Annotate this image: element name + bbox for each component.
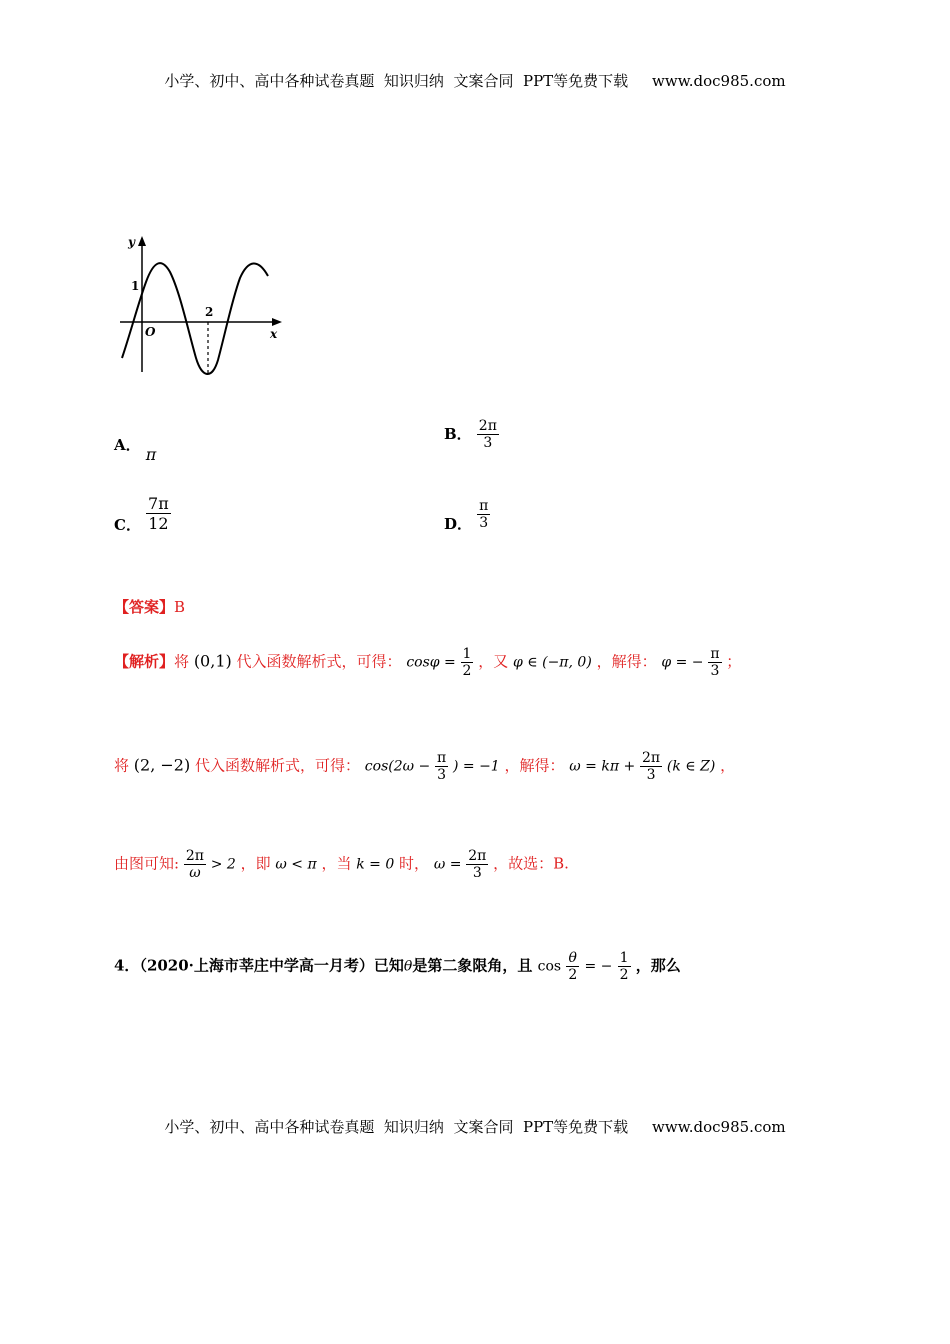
point-2-neg2: (2, −2): [133, 755, 191, 775]
analysis-line-3: [114, 848, 569, 881]
q4-rhs-num: 1: [619, 950, 629, 966]
cos-phi-fraction: [461, 646, 474, 679]
omega-res-den: 3: [466, 864, 488, 881]
analysis-3-text-d: 时，: [399, 854, 430, 873]
question-4-theta: θ: [403, 958, 413, 975]
option-d-label: D．: [444, 515, 473, 533]
analysis-line-2: [114, 750, 735, 783]
omega-sol-lhs: ω = kπ +: [569, 758, 636, 775]
q4-rhs-den: 2: [619, 967, 629, 983]
analysis-3-text-a: 由图可知:: [114, 854, 180, 873]
omega-sol-den: 3: [640, 766, 662, 783]
analysis-2-text-b: 代入函数解析式，可得：: [195, 756, 361, 775]
question-4: [114, 950, 681, 983]
analysis-2-text-d: ，: [720, 756, 736, 775]
x-tick-label: 2: [205, 305, 214, 319]
option-c[interactable]: [114, 494, 171, 533]
x-axis-label: x: [270, 327, 278, 341]
y-tick-label: 1: [131, 279, 140, 293]
sine-graph: [110, 230, 290, 380]
phi-solution-fraction: [708, 646, 721, 679]
option-b-label: B．: [444, 425, 472, 443]
phi-range: φ ∈ (−π, 0): [513, 654, 592, 671]
question-4-text3: ，那么: [635, 956, 681, 975]
option-b-numerator: 2π: [478, 418, 497, 434]
analysis-1-text-b: 代入函数解析式，可得：: [236, 652, 402, 671]
answer-line: [114, 596, 185, 617]
cos-eq-num: π: [437, 750, 447, 766]
q4-half-den: 2: [568, 967, 578, 983]
analysis-1-text-a: 将: [174, 652, 190, 671]
option-a-value: π: [145, 445, 157, 464]
cos-eq-fraction: [435, 750, 448, 783]
omega-result-fraction: [466, 848, 488, 881]
omega-sol-num: 2π: [642, 750, 661, 766]
answer-tag: 【答案】: [114, 598, 175, 616]
question-4-number: 4．: [114, 956, 140, 975]
x-axis-arrow: [272, 318, 282, 326]
answer-value: B: [174, 598, 186, 616]
phi-sol-den: 3: [708, 662, 721, 679]
option-c-fraction: [146, 494, 171, 533]
question-4-half-theta: [566, 950, 579, 983]
origin-label: O: [145, 325, 156, 339]
question-4-source: （2020·上海市莘庄中学高一月考）已知: [139, 956, 404, 975]
ineq-fraction: [184, 848, 206, 881]
cos-eq-den: 3: [435, 766, 448, 783]
k-cond: k = 0: [356, 856, 395, 873]
page-header: 小学、初中、高中各种试卷真题 知识归纳 文案合同 PPT等免费下载 www.doc985.com: [164, 72, 786, 90]
option-a-label: A．: [114, 436, 141, 454]
analysis-2-text-a: 将: [114, 756, 130, 775]
sine-curve: [122, 263, 268, 374]
cos-phi-eq: cosφ =: [406, 654, 456, 671]
option-b-fraction: [477, 418, 499, 451]
omega-sol-fraction: [640, 750, 662, 783]
omega-res-num: 2π: [468, 848, 487, 864]
omega-sol-rhs: (k ∈ Z): [666, 758, 716, 775]
y-axis-label: y: [128, 235, 135, 249]
question-4-rhs: [618, 950, 631, 983]
option-d-fraction: [477, 498, 490, 531]
question-4-text2: 是第二象限角，且: [412, 956, 533, 975]
ineq-num: 2π: [185, 848, 204, 864]
option-d-denominator: 3: [477, 514, 490, 531]
analysis-1-text-d: ，解得：: [596, 652, 657, 671]
y-axis-arrow: [138, 236, 146, 246]
omega-cond: ω < π: [275, 856, 317, 873]
cos-phi-num: 1: [462, 646, 472, 662]
ineq-rhs: > 2: [210, 856, 236, 873]
point-0-1: (0,1): [193, 651, 232, 671]
analysis-1-text-c: ，又: [478, 652, 509, 671]
option-d[interactable]: [444, 498, 490, 531]
analysis-tag: 【解析】: [114, 652, 175, 671]
question-4-cos: cos: [537, 958, 562, 975]
omega-result-lhs: ω =: [433, 856, 462, 873]
option-b[interactable]: [444, 418, 499, 451]
option-c-numerator: 7π: [148, 494, 169, 513]
option-c-label: C．: [114, 516, 141, 534]
option-c-denominator: 12: [146, 513, 171, 533]
phi-solution-lhs: φ = −: [661, 654, 704, 671]
analysis-2-text-c: ，解得：: [504, 756, 565, 775]
analysis-3-text-e: ，故选：B.: [493, 854, 569, 873]
option-b-denominator: 3: [477, 434, 499, 451]
cos-eq-lhs: cos(2ω −: [364, 758, 431, 775]
ineq-den: ω: [184, 864, 206, 881]
cos-eq-rhs: ) = −1: [452, 758, 500, 775]
analysis-1-text-e: ；: [726, 652, 742, 671]
phi-sol-num: π: [710, 646, 720, 662]
option-d-numerator: π: [479, 498, 489, 514]
cos-phi-den: 2: [462, 663, 472, 679]
page-footer: 小学、初中、高中各种试卷真题 知识归纳 文案合同 PPT等免费下载 www.doc985.com: [164, 1118, 786, 1136]
q4-half-num: θ: [568, 950, 577, 966]
analysis-line-1: [114, 646, 741, 679]
question-4-eq: = −: [584, 958, 613, 975]
option-a[interactable]: [114, 434, 157, 464]
analysis-3-text-b: ，即: [240, 854, 271, 873]
analysis-3-text-c: ，当: [321, 854, 352, 873]
